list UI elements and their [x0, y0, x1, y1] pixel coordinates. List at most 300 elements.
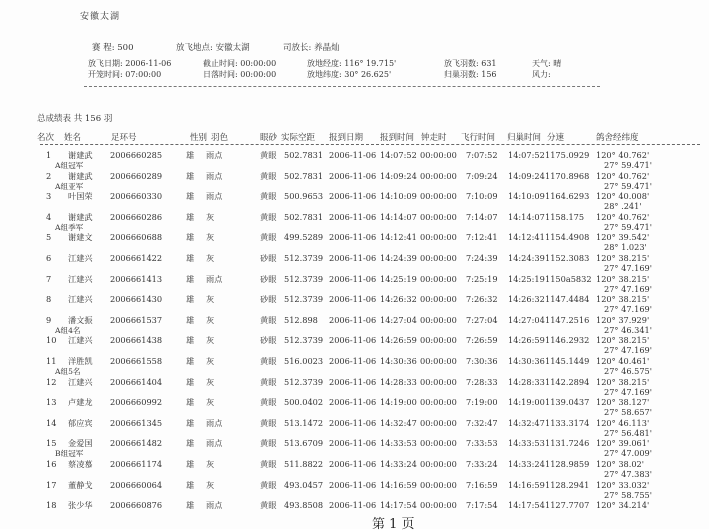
report-time-cell: 14:14:07: [380, 211, 417, 222]
speed-cell: 1145.1449: [545, 356, 590, 366]
sex-cell: 雄: [186, 253, 195, 263]
latitude-cell: 27° 58.755': [604, 489, 653, 500]
report-time-cell: 14:17:54: [380, 500, 417, 511]
date-cell: 2006-11-06: [329, 232, 377, 243]
latitude-cell: 27° 58.657': [604, 407, 653, 418]
return-time-cell: 14:33:24: [508, 459, 545, 469]
color-cell: 雨点: [206, 500, 223, 511]
color-cell: 灰: [206, 335, 215, 346]
flight-time-cell: 7:26:59: [466, 335, 498, 346]
speed-cell: 1128.9859: [545, 459, 590, 469]
flight-time-cell: 7:24:39: [466, 253, 498, 263]
report-time-cell: 14:19:00: [380, 397, 417, 408]
date-cell: 2006-11-06: [329, 314, 377, 325]
return-time-cell: 14:30:36: [508, 356, 545, 366]
flight-time-cell: 7:07:52: [466, 150, 498, 160]
distance-cell: 502.7831: [284, 150, 324, 160]
return-time-cell: 14:16:59: [508, 479, 545, 490]
ring-cell: 2006660064: [110, 479, 163, 490]
ring-cell: 2006661174: [110, 459, 163, 469]
name-cell: 郁应宾: [68, 417, 93, 428]
eye-cell: 砂眼: [260, 335, 277, 346]
speed-cell: 1147.2516: [545, 314, 590, 325]
date-cell: 2006-11-06: [329, 150, 377, 160]
eye-cell: 黄眼: [260, 232, 277, 243]
return-time-cell: 14:25:19: [508, 273, 545, 284]
ring-cell: 2006661345: [110, 417, 163, 428]
distance-cell: 512.3739: [284, 273, 324, 284]
clock-cell: 00:00:00: [420, 376, 457, 387]
rank-cell: 5: [46, 232, 52, 243]
distance-cell: 516.0023: [284, 356, 324, 366]
speed-cell: 1150a5832: [545, 273, 592, 284]
clock-cell: 00:00:00: [420, 500, 457, 511]
clock-cell: 00:00:00: [420, 294, 457, 305]
color-cell: 灰: [206, 294, 215, 305]
speed-cell: 1154.4908: [545, 232, 590, 243]
date-cell: 2006-11-06: [329, 211, 377, 222]
award-tag: B组冠军: [55, 449, 84, 459]
date-cell: 2006-11-06: [329, 479, 377, 490]
flight-time-cell: 7:17:54: [466, 500, 498, 511]
return-time-cell: 14:28:33: [508, 376, 545, 387]
sex-cell: 雄: [186, 191, 195, 202]
release-longitude: 放地经度: 116° 19.715': [307, 59, 397, 68]
name-cell: 江建兴: [68, 273, 93, 284]
sex-cell: 雄: [186, 417, 195, 428]
report-time-cell: 14:16:59: [380, 479, 417, 490]
report-time-cell: 14:26:59: [380, 335, 417, 346]
ring-cell: 2006661558: [110, 356, 163, 366]
eye-cell: 黄眼: [260, 417, 277, 428]
name-cell: 金爱国: [68, 438, 93, 449]
date-cell: 2006-11-06: [329, 397, 377, 408]
color-cell: 灰: [206, 459, 215, 469]
latitude-cell: 27° 47.169': [604, 283, 653, 294]
rank-cell: 10: [46, 335, 57, 346]
flight-time-cell: 7:16:59: [466, 479, 498, 490]
latitude-cell: 27° 56.481': [604, 427, 653, 438]
speed-cell: 1158.175: [545, 211, 585, 222]
flight-time-cell: 7:27:04: [466, 314, 498, 325]
longitude-cell: 120° 38.215': [596, 273, 650, 284]
color-cell: 灰: [206, 356, 215, 366]
name-cell: 叶国荣: [68, 191, 93, 202]
date-cell: 2006-11-06: [329, 356, 377, 366]
flight-time-cell: 7:12:41: [466, 232, 498, 243]
speed-cell: 1127.7707: [545, 500, 590, 511]
ring-cell: 2006660289: [110, 170, 163, 181]
sex-cell: 雄: [186, 294, 195, 305]
ring-cell: 2006661404: [110, 376, 163, 387]
latitude-cell: 27° 59.471': [604, 180, 653, 191]
clock-cell: 00:00:00: [420, 150, 457, 160]
latitude-cell: 27° 47.383': [604, 469, 653, 479]
distance-cell: 502.7831: [284, 211, 324, 222]
report-time-cell: 14:26:32: [380, 294, 417, 305]
speed-cell: 1164.6293: [545, 191, 590, 202]
eye-cell: 黄眼: [260, 459, 277, 469]
longitude-cell: 120° 38.127': [596, 397, 650, 408]
name-cell: 洋胜凯: [68, 356, 93, 366]
speed-cell: 1142.2894: [545, 376, 590, 387]
color-cell: 灰: [206, 232, 215, 243]
speed-cell: 1133.3174: [545, 417, 590, 428]
col-name: 姓名: [64, 133, 82, 143]
latitude-cell: 27° 46.341': [604, 324, 653, 335]
clock-cell: 00:00:00: [420, 335, 457, 346]
col-return-time: 归巢时间: [507, 133, 542, 143]
sex-cell: 雄: [186, 314, 195, 325]
latitude-cell: 27° 47.169': [604, 263, 653, 273]
sex-cell: 雄: [186, 397, 195, 408]
eye-cell: 黄眼: [260, 397, 277, 408]
eye-cell: 黄眼: [260, 170, 277, 181]
longitude-cell: 120° 33.032': [596, 479, 650, 490]
clock-cell: 00:00:00: [420, 356, 457, 366]
rank-cell: 11: [46, 356, 57, 366]
speed-cell: 1139.0437: [545, 397, 590, 408]
ring-cell: 2006660285: [110, 150, 163, 160]
longitude-cell: 120° 38.215': [596, 376, 650, 387]
col-ring: 足环号: [111, 133, 137, 143]
flight-time-cell: 7:26:32: [466, 294, 498, 305]
longitude-cell: 120° 40.461': [596, 356, 650, 366]
sunset-time: 日落时间: 00:00:00: [203, 70, 277, 79]
cutoff-time: 截止时间: 00:00:00: [203, 59, 277, 68]
col-distance: 实际空距: [281, 133, 316, 143]
flight-time-cell: 7:09:24: [466, 170, 498, 181]
divider: [84, 86, 600, 87]
eye-cell: 黄眼: [260, 438, 277, 449]
color-cell: 雨点: [206, 438, 223, 449]
latitude-cell: 27° 47.169': [604, 304, 653, 315]
eye-cell: 黄眼: [260, 191, 277, 202]
table-row: [0, 500, 709, 524]
sex-cell: 雄: [186, 211, 195, 222]
col-report-time: 报到时间: [380, 133, 415, 143]
latitude-cell: 28° .241': [604, 201, 642, 212]
award-tag: A组5名: [55, 367, 81, 376]
sex-cell: 雄: [186, 356, 195, 366]
ring-cell: 2006661482: [110, 438, 163, 449]
col-rank: 名次: [37, 133, 55, 143]
race-director: 司放长: 养晶灿: [283, 43, 340, 53]
date-cell: 2006-11-06: [329, 376, 377, 387]
rank-cell: 17: [46, 479, 57, 490]
name-cell: 谢建武: [68, 211, 93, 222]
distance-cell: 500.0402: [284, 397, 324, 408]
eye-cell: 黄眼: [260, 500, 277, 511]
sex-cell: 雄: [186, 232, 195, 243]
eye-cell: 砂眼: [260, 273, 277, 284]
ring-cell: 2006660330: [110, 191, 163, 202]
rank-cell: 7: [46, 273, 52, 284]
speed-cell: 1131.7246: [545, 438, 590, 449]
date-cell: 2006-11-06: [329, 438, 377, 449]
longitude-cell: 120° 40.762': [596, 150, 650, 160]
distance-cell: 493.0457: [284, 479, 324, 490]
clock-cell: 00:00:00: [420, 438, 457, 449]
longitude-cell: 120° 40.762': [596, 170, 650, 181]
rank-cell: 12: [46, 376, 57, 387]
ring-cell: 2006661422: [110, 253, 163, 263]
distance-cell: 493.8508: [284, 500, 324, 511]
open-time: 开笼时间: 07:00:00: [88, 70, 162, 79]
report-time-cell: 14:24:39: [380, 253, 417, 263]
latitude-cell: 28° 1.023': [604, 242, 647, 253]
sex-cell: 雄: [186, 273, 195, 284]
name-cell: 谢建武: [68, 150, 93, 160]
flight-time-cell: 7:14:07: [466, 211, 498, 222]
distance-cell: 502.7831: [284, 170, 324, 181]
sex-cell: 雄: [186, 170, 195, 181]
ring-cell: 2006660688: [110, 232, 163, 243]
flight-time-cell: 7:30:36: [466, 356, 498, 366]
flight-time-cell: 7:10:09: [466, 191, 498, 202]
date-cell: 2006-11-06: [329, 253, 377, 263]
return-time-cell: 14:27:04: [508, 314, 545, 325]
distance-cell: 513.6709: [284, 438, 324, 449]
return-time-cell: 14:09:24: [508, 170, 545, 181]
name-cell: 张少华: [68, 500, 93, 511]
color-cell: 雨点: [206, 150, 223, 160]
color-cell: 灰: [206, 314, 215, 325]
award-tag: A组亚军: [55, 181, 84, 191]
ring-cell: 2006660286: [110, 211, 163, 222]
rank-cell: 16: [46, 459, 57, 469]
eye-cell: 黄眼: [260, 356, 277, 366]
clock-cell: 00:00:00: [420, 253, 457, 263]
sex-cell: 雄: [186, 438, 195, 449]
flight-time-cell: 7:28:33: [466, 376, 498, 387]
longitude-cell: 120° 38.215': [596, 253, 650, 263]
report-time-cell: 14:10:09: [380, 191, 417, 202]
distance-cell: 512.3739: [284, 294, 324, 305]
eye-cell: 黄眼: [260, 479, 277, 490]
name-cell: 潘文振: [68, 314, 93, 325]
distance-cell: 513.1472: [284, 417, 324, 428]
date-cell: 2006-11-06: [329, 273, 377, 284]
report-time-cell: 14:28:33: [380, 376, 417, 387]
sex-cell: 雄: [186, 150, 195, 160]
report-time-cell: 14:33:24: [380, 459, 417, 469]
longitude-cell: 120° 39.061': [596, 438, 650, 449]
clock-cell: 00:00:00: [420, 479, 457, 490]
date-cell: 2006-11-06: [329, 335, 377, 346]
color-cell: 灰: [206, 211, 215, 222]
date-cell: 2006-11-06: [329, 417, 377, 428]
flight-time-cell: 7:19:00: [466, 397, 498, 408]
return-time-cell: 14:12:41: [508, 232, 545, 243]
rank-cell: 3: [46, 191, 52, 202]
color-cell: 雨点: [206, 273, 223, 284]
ring-cell: 2006661413: [110, 273, 163, 284]
distance-cell: 499.5289: [284, 232, 324, 243]
return-time-cell: 14:26:59: [508, 335, 545, 346]
rank-cell: 15: [46, 438, 57, 449]
clock-cell: 00:00:00: [420, 170, 457, 181]
sex-cell: 雄: [186, 459, 195, 469]
speed-cell: 1146.2932: [545, 335, 590, 346]
longitude-cell: 120° 38.215': [596, 335, 650, 346]
rank-cell: 18: [46, 500, 57, 511]
eye-cell: 黄眼: [260, 150, 277, 160]
date-cell: 2006-11-06: [329, 294, 377, 305]
clock-cell: 00:00:00: [420, 191, 457, 202]
longitude-cell: 120° 37.929': [596, 314, 650, 325]
return-time-cell: 14:19:00: [508, 397, 545, 408]
report-time-cell: 14:09:24: [380, 170, 417, 181]
eye-cell: 黄眼: [260, 314, 277, 325]
clock-cell: 00:00:00: [420, 459, 457, 469]
rank-cell: 1: [46, 150, 52, 160]
clock-cell: 00:00:00: [420, 397, 457, 408]
rank-cell: 4: [46, 211, 52, 222]
distance-cell: 512.3739: [284, 335, 324, 346]
distance-cell: 500.9653: [284, 191, 324, 202]
longitude-cell: 120° 39.542': [596, 232, 650, 243]
weather: 天气: 晴: [532, 59, 562, 68]
clock-cell: 00:00:00: [420, 314, 457, 325]
page-number: 第 1 页: [372, 517, 415, 532]
wind: 风力:: [532, 70, 551, 79]
distance-cell: 512.898: [284, 314, 318, 325]
header-divider: [40, 144, 700, 145]
speed-cell: 1152.3083: [545, 253, 590, 263]
report-time-cell: 14:25:19: [380, 273, 417, 284]
latitude-cell: 27° 47.009': [604, 448, 653, 459]
race-distance: 赛 程: 500: [92, 43, 134, 53]
longitude-cell: 120° 46.113': [596, 417, 650, 428]
col-color: 羽色: [211, 133, 229, 143]
distance-cell: 511.8822: [284, 459, 324, 469]
report-time-cell: 14:27:04: [380, 314, 417, 325]
return-time-cell: 14:10:09: [508, 191, 545, 202]
color-cell: 灰: [206, 253, 215, 263]
return-time-cell: 14:26:32: [508, 294, 545, 305]
ring-cell: 2006661438: [110, 335, 163, 346]
latitude-cell: 27° 47.169': [604, 386, 653, 397]
report-time-cell: 14:12:41: [380, 232, 417, 243]
name-cell: 蔡凌慕: [68, 459, 93, 469]
col-clock-stop: 钟走时: [421, 133, 447, 143]
eye-cell: 砂眼: [260, 294, 277, 305]
rank-cell: 2: [46, 170, 52, 181]
speed-cell: 1175.0929: [545, 150, 590, 160]
return-time-cell: 14:24:39: [508, 253, 545, 263]
clock-cell: 00:00:00: [420, 417, 457, 428]
latitude-cell: 27° 59.471': [604, 160, 653, 170]
released-count: 放飞羽数: 631: [444, 59, 497, 68]
return-time-cell: 14:17:54: [508, 500, 545, 511]
ring-cell: 2006660876: [110, 500, 163, 511]
return-time-cell: 14:07:52: [508, 150, 545, 160]
longitude-cell: 120° 38.215': [596, 294, 650, 305]
award-tag: A组4名: [55, 325, 81, 335]
flight-time-cell: 7:33:24: [466, 459, 498, 469]
rank-cell: 6: [46, 253, 52, 263]
sex-cell: 雄: [186, 479, 195, 490]
speed-cell: 1147.4484: [545, 294, 590, 305]
sex-cell: 雄: [186, 335, 195, 346]
report-time-cell: 14:32:47: [380, 417, 417, 428]
col-date: 报到日期: [329, 133, 364, 143]
distance-cell: 512.3739: [284, 253, 324, 263]
clock-cell: 00:00:00: [420, 232, 457, 243]
longitude-cell: 120° 40.762': [596, 211, 650, 222]
col-speed: 分速: [547, 133, 565, 143]
rank-cell: 9: [46, 314, 52, 325]
color-cell: 雨点: [206, 417, 223, 428]
release-date: 放飞日期: 2006-11-06: [88, 59, 172, 68]
report-time-cell: 14:07:52: [380, 150, 417, 160]
flight-time-cell: 7:25:19: [466, 273, 498, 284]
col-flight-time: 飞行时间: [461, 133, 496, 143]
name-cell: 卢建龙: [68, 397, 93, 408]
name-cell: 江建兴: [68, 376, 93, 387]
ring-cell: 2006661430: [110, 294, 163, 305]
date-cell: 2006-11-06: [329, 500, 377, 511]
latitude-cell: 27° 47.169': [604, 345, 653, 356]
release-place: 放飞地点: 安徽太湖: [176, 43, 250, 53]
name-cell: 江建兴: [68, 294, 93, 305]
organization-title: 安徽太湖: [80, 12, 121, 22]
name-cell: 谢建文: [68, 232, 93, 243]
eye-cell: 黄眼: [260, 211, 277, 222]
award-tag: A组冠军: [55, 161, 84, 170]
rank-cell: 13: [46, 397, 57, 408]
longitude-cell: 120° 34.214': [596, 500, 650, 511]
sex-cell: 雄: [186, 376, 195, 387]
return-time-cell: 14:14:07: [508, 211, 545, 222]
clock-cell: 00:00:00: [420, 211, 457, 222]
rank-cell: 14: [46, 417, 57, 428]
returned-count: 归巢羽数: 156: [444, 70, 497, 79]
flight-time-cell: 7:32:47: [466, 417, 498, 428]
color-cell: 灰: [206, 397, 215, 408]
color-cell: 灰: [206, 376, 215, 387]
date-cell: 2006-11-06: [329, 459, 377, 469]
name-cell: 江建兴: [68, 253, 93, 263]
clock-cell: 00:00:00: [420, 273, 457, 284]
date-cell: 2006-11-06: [329, 191, 377, 202]
report-time-cell: 14:33:53: [380, 438, 417, 449]
color-cell: 雨点: [206, 191, 223, 202]
longitude-cell: 120° 38.02': [596, 459, 645, 469]
release-latitude: 放地纬度: 30° 26.625': [307, 70, 392, 79]
return-time-cell: 14:32:47: [508, 417, 545, 428]
name-cell: 江建兴: [68, 335, 93, 346]
date-cell: 2006-11-06: [329, 170, 377, 181]
col-loft-coord: 鸽舍经纬度: [596, 133, 639, 143]
report-time-cell: 14:30:36: [380, 356, 417, 366]
eye-cell: 黄眼: [260, 376, 277, 387]
col-eye: 眼砂: [260, 133, 278, 143]
ring-cell: 2006660992: [110, 397, 163, 408]
flight-time-cell: 7:33:53: [466, 438, 498, 449]
eye-cell: 砂眼: [260, 253, 277, 263]
speed-cell: 1128.2941: [545, 479, 590, 490]
name-cell: 谢建武: [68, 170, 93, 181]
latitude-cell: 27° 46.575': [604, 366, 653, 376]
color-cell: 雨点: [206, 170, 223, 181]
longitude-cell: 120° 40.008': [596, 191, 650, 202]
rank-cell: 8: [46, 294, 52, 305]
return-time-cell: 14:33:53: [508, 438, 545, 449]
distance-cell: 512.3739: [284, 376, 324, 387]
summary-title: 总成绩表 共 156 羽: [37, 114, 113, 124]
